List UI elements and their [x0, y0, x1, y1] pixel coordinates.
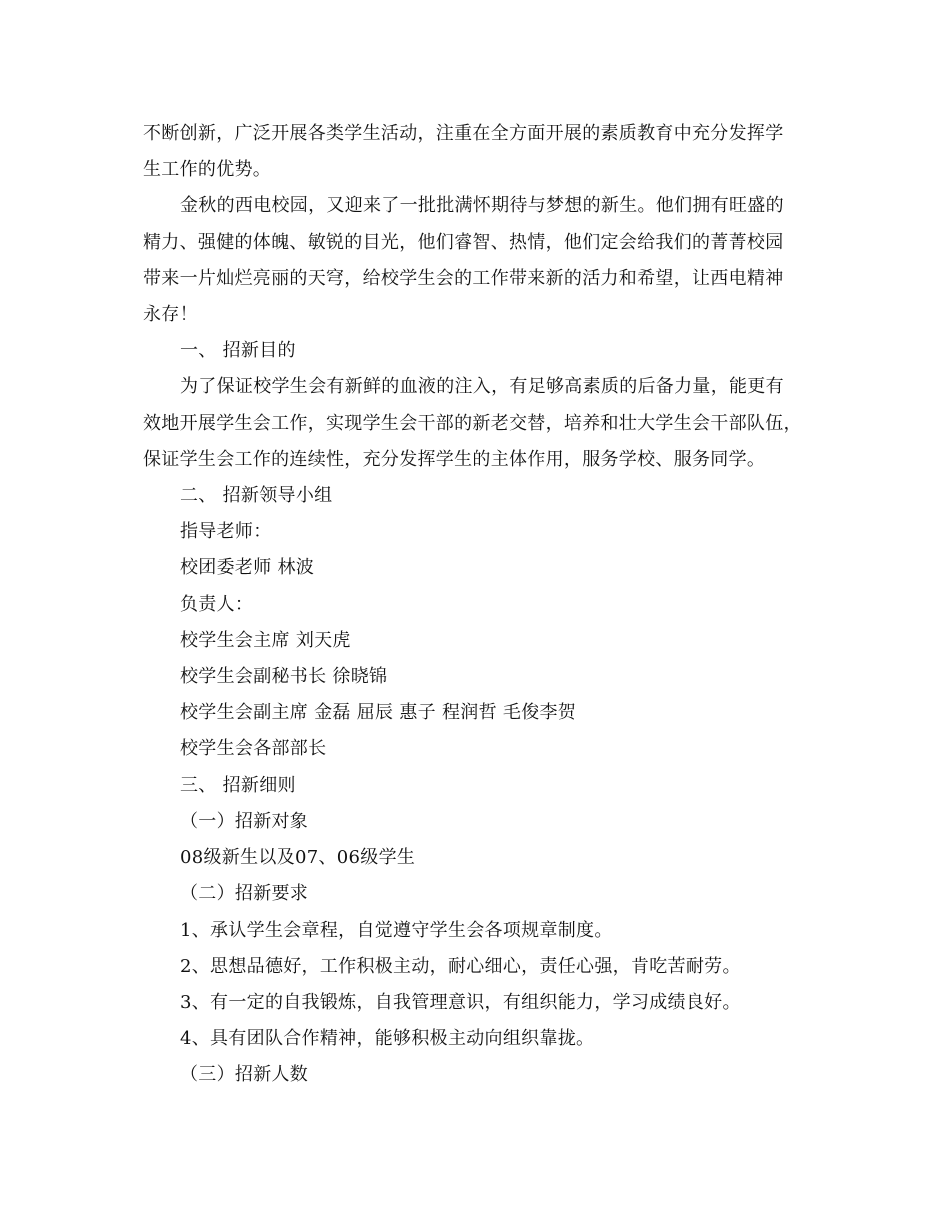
requirement-1: 1、承认学生会章程，自觉遵守学生会各项规章制度。	[180, 920, 613, 941]
intro-line-1: 不断创新，广泛开展各类学生活动，注重在全方面开展的素质教育中充分发挥学	[143, 123, 784, 144]
leader-label: 负责人：	[180, 594, 254, 615]
requirement-4: 4、具有团队合作精神，能够积极主动向组织靠拢。	[180, 1028, 595, 1049]
purpose-line-3: 保证学生会工作的连续性，充分发挥学生的主体作用，服务学校、服务同学。	[143, 449, 766, 470]
purpose-line-1: 为了保证校学生会有新鲜的血液的注入，有足够高素质的后备力量，能更有	[180, 376, 784, 397]
subsection-1-content: 08级新生以及07、06级学生	[180, 847, 416, 868]
subsection-1-title: （一）招新对象	[180, 811, 309, 832]
purpose-line-2: 效地开展学生会工作，实现学生会干部的新老交替，培养和壮大学生会干部队伍，	[143, 413, 802, 434]
welcome-line-4: 永存！	[143, 304, 198, 325]
intro-line-2: 生工作的优势。	[143, 159, 272, 180]
welcome-line-2: 精力、强健的体魄、敏锐的目光，他们睿智、热情，他们定会给我们的菁菁校园	[143, 232, 784, 253]
leader-3: 校学生会副主席 金磊 屈辰 惠子 程润哲 毛俊李贺	[180, 702, 577, 723]
advisor-name: 校团委老师 林波	[180, 557, 315, 578]
subsection-2-title: （二）招新要求	[180, 883, 309, 904]
leader-4: 校学生会各部部长	[180, 738, 327, 759]
section-3-title: 三、 招新细则	[180, 775, 296, 796]
leader-1: 校学生会主席 刘天虎	[180, 630, 351, 651]
leader-2: 校学生会副秘书长 徐晓锦	[180, 666, 388, 687]
section-1-title: 一、 招新目的	[180, 340, 296, 361]
requirement-3: 3、有一定的自我锻炼，自我管理意识，有组织能力，学习成绩良好。	[180, 992, 741, 1013]
welcome-line-3: 带来一片灿烂亮丽的天穹，给校学生会的工作带来新的活力和希望，让西电精神	[143, 268, 784, 289]
advisor-label: 指导老师：	[180, 521, 272, 542]
requirement-2: 2、思想品德好，工作积极主动，耐心细心，责任心强，肯吃苦耐劳。	[180, 956, 741, 977]
subsection-3-title: （三）招新人数	[180, 1064, 309, 1085]
welcome-line-1: 金秋的西电校园，又迎来了一批批满怀期待与梦想的新生。他们拥有旺盛的	[180, 195, 784, 216]
section-2-title: 二、 招新领导小组	[180, 485, 333, 506]
